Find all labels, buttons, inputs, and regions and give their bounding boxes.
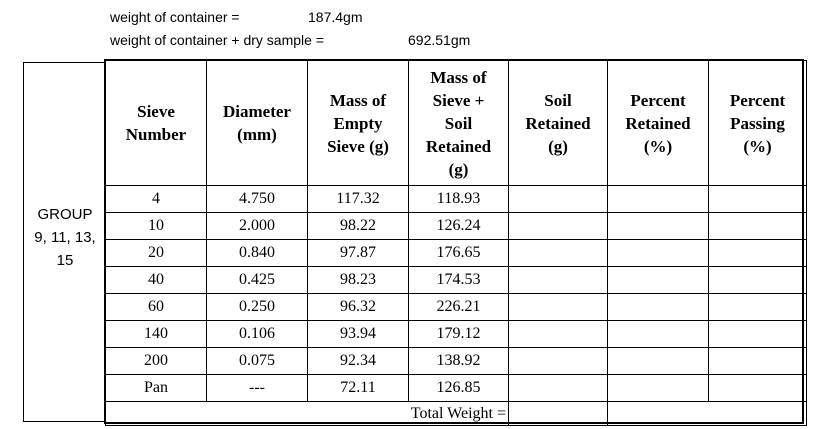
cell-percent-retained (608, 294, 709, 321)
total-weight-label: Total Weight = (106, 402, 509, 426)
cell-percent-retained (608, 213, 709, 240)
cell-percent-passing (709, 348, 807, 375)
cell-empty-mass: 98.23 (308, 267, 409, 294)
cell-sieve: 10 (106, 213, 207, 240)
cell-sieve: 140 (106, 321, 207, 348)
header-mass-sieve-soil: Mass of Sieve + Soil Retained (g) (409, 61, 509, 186)
cell-retained-mass: 118.93 (409, 186, 509, 213)
cell-diameter: 0.075 (207, 348, 308, 375)
cell-empty-mass: 98.22 (308, 213, 409, 240)
cell-percent-passing (709, 186, 807, 213)
cell-percent-passing (709, 240, 807, 267)
table-row (106, 348, 807, 375)
table-row (106, 186, 807, 213)
cell-percent-retained (608, 321, 709, 348)
cell-retained-mass: 179.12 (409, 321, 509, 348)
total-blank-cell (608, 402, 807, 426)
table-row (106, 240, 807, 267)
group-label: GROUP 9, 11, 13, 15 (34, 206, 96, 269)
cell-soil-retained (509, 375, 608, 402)
cell-retained-mass: 138.92 (409, 348, 509, 375)
cell-sieve: 20 (106, 240, 207, 267)
cell-sieve: Pan (106, 375, 207, 402)
table-row (106, 321, 807, 348)
cell-empty-mass: 72.11 (308, 375, 409, 402)
cell-retained-mass: 126.85 (409, 375, 509, 402)
cell-percent-retained (608, 240, 709, 267)
total-row (106, 402, 807, 426)
cell-percent-retained (608, 375, 709, 402)
sample-weight-label: weight of container + dry sample = (110, 32, 325, 48)
container-weight-value: 187.4gm (308, 9, 363, 25)
cell-percent-passing (709, 267, 807, 294)
sieve-analysis-table (105, 60, 807, 426)
header-diameter: Diameter (mm) (207, 61, 308, 186)
cell-retained-mass: 126.24 (409, 213, 509, 240)
cell-soil-retained (509, 267, 608, 294)
cell-percent-retained (608, 186, 709, 213)
cell-soil-retained (509, 240, 608, 267)
cell-sieve: 200 (106, 348, 207, 375)
cell-percent-retained (608, 348, 709, 375)
sample-weight-value: 692.51gm (408, 32, 471, 48)
cell-diameter: 0.250 (207, 294, 308, 321)
cell-diameter: 0.425 (207, 267, 308, 294)
cell-retained-mass: 226.21 (409, 294, 509, 321)
cell-diameter: 2.000 (207, 213, 308, 240)
cell-empty-mass: 97.87 (308, 240, 409, 267)
header-sieve-number: Sieve Number (106, 61, 207, 186)
table-row (106, 267, 807, 294)
cell-diameter: 4.750 (207, 186, 308, 213)
cell-percent-passing (709, 294, 807, 321)
cell-soil-retained (509, 321, 608, 348)
cell-sieve: 40 (106, 267, 207, 294)
header-percent-passing: Percent Passing (%) (709, 61, 807, 186)
cell-soil-retained (509, 186, 608, 213)
cell-empty-mass: 117.32 (308, 186, 409, 213)
table-row (106, 294, 807, 321)
header-mass-empty-sieve: Mass of Empty Sieve (g) (308, 61, 409, 186)
table-header-row (106, 61, 807, 186)
total-weight-cell (509, 402, 608, 426)
cell-soil-retained (509, 348, 608, 375)
cell-percent-passing (709, 213, 807, 240)
cell-empty-mass: 92.34 (308, 348, 409, 375)
cell-percent-retained (608, 267, 709, 294)
cell-empty-mass: 93.94 (308, 321, 409, 348)
cell-soil-retained (509, 294, 608, 321)
cell-empty-mass: 96.32 (308, 294, 409, 321)
cell-retained-mass: 174.53 (409, 267, 509, 294)
cell-diameter: --- (207, 375, 308, 402)
cell-sieve: 60 (106, 294, 207, 321)
cell-diameter: 0.106 (207, 321, 308, 348)
table-row (106, 375, 807, 402)
container-weight-label: weight of container = (110, 9, 240, 25)
table-row (106, 213, 807, 240)
cell-retained-mass: 176.65 (409, 240, 509, 267)
header-soil-retained: Soil Retained (g) (509, 61, 608, 186)
header-percent-retained: Percent Retained (%) (608, 61, 709, 186)
cell-sieve: 4 (106, 186, 207, 213)
cell-soil-retained (509, 213, 608, 240)
cell-percent-passing (709, 375, 807, 402)
cell-percent-passing (709, 321, 807, 348)
cell-diameter: 0.840 (207, 240, 308, 267)
